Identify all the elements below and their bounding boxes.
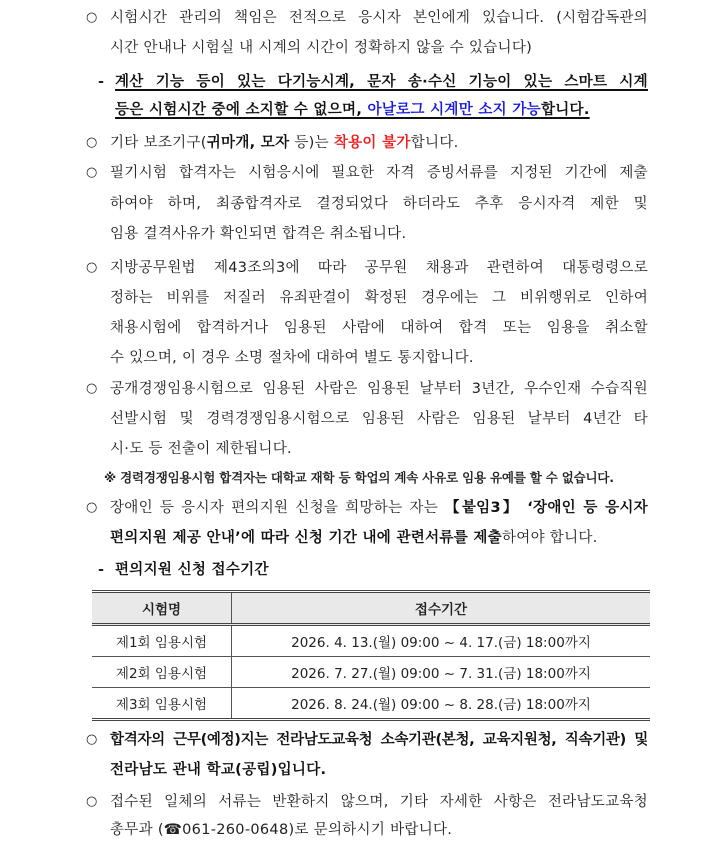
bullet: ○ — [86, 10, 98, 25]
text-line: 시험시간 관리의 책임은 전적으로 응시자 본인에게 있습니다. (시험감독관의 — [110, 10, 648, 26]
subheading: 편의지원 신청 접수기간 — [115, 562, 269, 578]
bullet: ○ — [86, 135, 98, 150]
text-span: 합니다. — [540, 102, 590, 118]
text-span: 편의지원 제공 안내’에 따라 신청 기간 내에 관련서류를 제출 — [110, 530, 502, 546]
note: ※ 경력경쟁임용시험 합격자는 대학교 재학 등 학업의 계속 사유로 임용 유예를 할 수 없습니다. — [104, 470, 614, 485]
text-line: 시간 안내나 시험실 내 시계의 시간이 정확하지 않을 수 있습니다) — [110, 40, 533, 56]
bullet: ○ — [86, 165, 98, 180]
cell: 제1회 임용시험 — [92, 625, 232, 657]
text-span: 기타 보조기구( — [110, 135, 207, 151]
application-period-table — [92, 590, 650, 721]
text-line: 총무과 (☎061-260-0648)로 문의하시기 바랍니다. — [110, 822, 453, 838]
text-line: 계산 기능 등이 있는 다기능시계, 문자 송·수신 기능이 있는 스마트 시계 — [115, 74, 648, 90]
text-line: 정하는 비위를 저질러 유죄판결이 확정된 경우에는 그 비위행위로 인하여 — [110, 290, 648, 306]
text-line: 선발시험 및 경력경쟁임용시험으로 임용된 사람은 임용된 날부터 4년간 타 — [110, 411, 648, 427]
header-cell: 시험명 — [92, 592, 232, 625]
text-line: 공개경쟁임용시험으로 임용된 사람은 임용된 날부터 3년간, 우수인재 수습직원 — [110, 381, 648, 397]
highlight-blue: 아날로그 시계만 소지 가능 — [367, 102, 541, 118]
text-line — [115, 100, 653, 120]
text-line — [110, 498, 648, 518]
cell: 제2회 임용시험 — [92, 657, 232, 688]
text-line: 임용 결격사유가 확인되면 합격은 취소됩니다. — [110, 226, 407, 242]
table-row — [92, 625, 650, 657]
cell: 2026. 7. 27.(월) 09:00 ~ 7. 31.(금) 18:00까지 — [232, 657, 651, 688]
bullet: ○ — [86, 260, 98, 275]
text-line: 채용시험에 합격하거나 임용된 사람에 대하여 합격 또는 임용을 취소할 — [110, 320, 648, 336]
text-line: 접수된 일체의 서류는 반환하지 않으며, 기타 자세한 사항은 전라남도교육청 — [110, 794, 648, 810]
text-line: 하여야 하며, 최종합격자로 결정되었다 하더라도 추후 응시자격 제한 및 — [110, 196, 648, 212]
text-line: 수 있으며, 이 경우 소명 절차에 대하여 별도 통지합니다. — [110, 350, 474, 366]
dash: - — [98, 562, 105, 578]
cell: 2026. 4. 13.(월) 09:00 ~ 4. 17.(금) 18:00까지 — [232, 625, 651, 657]
table-row — [92, 688, 650, 720]
text-span: 【붙임3】 ‘장애인 등 응시자 — [444, 500, 648, 516]
bullet: ○ — [86, 500, 98, 515]
text-line: 지방공무원법 제43조의3에 따라 공무원 채용과 관련하여 대통령령으로 — [110, 260, 648, 276]
text-line: 시·도 등 전출이 제한됩니다. — [110, 441, 292, 457]
text-line: 합격자의 근무(예정)지는 전라남도교육청 소속기관(본청, 교육지원청, 직속기관) 및 — [110, 732, 648, 748]
text-span: 장애인 등 응시자 편의지원 신청을 희망하는 자는 — [110, 500, 445, 516]
text-line: 필기시험 합격자는 시험응시에 필요한 자격 증빙서류를 지정된 기간에 제출 — [110, 165, 648, 181]
highlight-red: 착용이 불가 — [333, 135, 411, 151]
table-row — [92, 657, 650, 688]
bullet: ○ — [86, 381, 98, 396]
text-span: 귀마개, 모자 — [206, 135, 290, 151]
text-span: 등은 시험시간 중에 소지할 수 없으며, — [115, 102, 368, 118]
cell: 제3회 임용시험 — [92, 688, 232, 720]
dash: - — [98, 74, 105, 90]
header-cell: 접수기간 — [232, 592, 651, 625]
table-header — [92, 592, 650, 625]
text-span: 등)는 — [289, 135, 334, 151]
text-line — [110, 528, 648, 548]
text-span: 합니다. — [410, 135, 459, 151]
bullet: ○ — [86, 732, 98, 747]
bullet: ○ — [86, 794, 98, 809]
text-line — [110, 133, 648, 153]
text-span: 하여야 합니다. — [501, 530, 598, 546]
text-line: 전라남도 관내 학교(공립)입니다. — [110, 762, 327, 778]
cell: 2026. 8. 24.(월) 09:00 ~ 8. 28.(금) 18:00까지 — [232, 688, 651, 720]
